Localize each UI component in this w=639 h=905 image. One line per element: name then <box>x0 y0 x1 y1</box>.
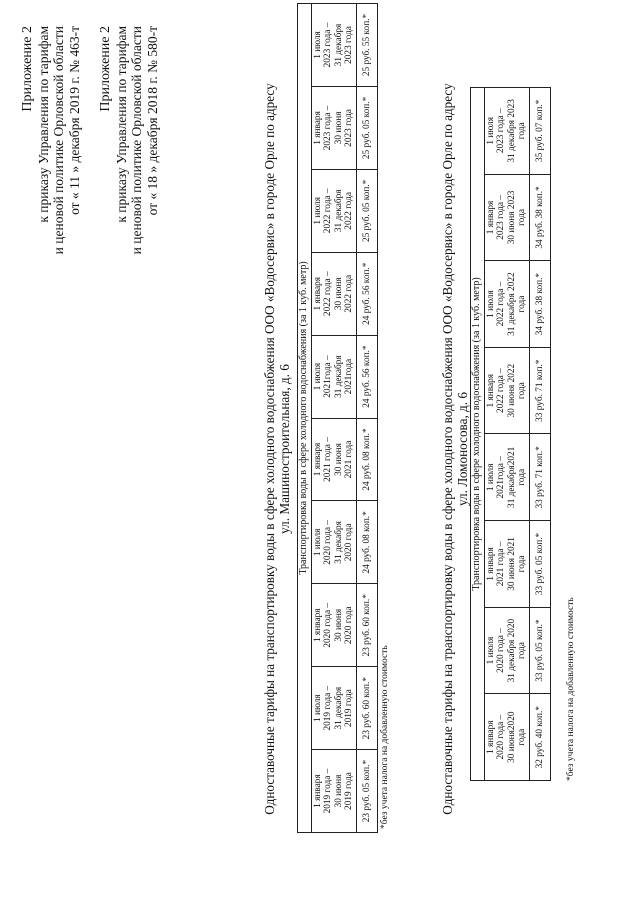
vat-footnote: *без учета налога на добавленную стоимость <box>380 645 390 829</box>
tariff-value: 25 руб. 05 коп.* <box>356 86 377 169</box>
tariff-value: 24 руб. 56 коп.* <box>356 335 377 418</box>
period-cell: 1 января 2021 года – 30 июня 2021 года <box>484 521 529 608</box>
tariff-table-lomonosova <box>470 87 551 781</box>
table-caption: Транспортировка воды в сфере холодного водоснабжения (за 1 куб. метр) <box>298 4 312 833</box>
annex-header-current <box>20 26 82 254</box>
annex-title: Приложение 2 <box>20 26 35 112</box>
period-cell: 1 января 2019 года – 30 июня 2019 года <box>311 750 356 833</box>
period-cell: 1 января 2023 года – 30 июня 2023 года <box>484 174 529 261</box>
annex-title: Приложение 2 <box>98 26 113 112</box>
tariff-value: 25 руб. 05 коп.* <box>356 169 377 252</box>
tariff-value: 24 руб. 08 коп.* <box>356 418 377 501</box>
tariff-value: 24 руб. 08 коп.* <box>356 501 377 584</box>
period-row <box>484 88 529 781</box>
table-2-heading <box>440 19 470 879</box>
period-cell: 1 июля 2023 года – 31 декабря 2023 года <box>484 88 529 175</box>
period-cell: 1 июля 2022 года – 31 декабря 2022 года <box>484 261 529 348</box>
tariff-value: 24 руб. 56 коп.* <box>356 252 377 335</box>
tariff-value: 33 руб. 71 коп.* <box>529 434 550 521</box>
address: ул. Машиностроительная, д. 6 <box>277 364 292 534</box>
period-cell: 1 января 2020 года – 30 июня2020 года <box>484 694 529 781</box>
period-cell: 1 июля 2019 года – 31 декабря 2019 года <box>311 667 356 750</box>
period-cell: 1 июля 2021года – 31 декабря 2021года <box>311 335 356 418</box>
annex-order-date: от « 18 » декабря 2018 г. № 580-т <box>144 26 160 216</box>
table-1-heading <box>262 19 292 879</box>
tariff-value: 34 руб. 38 коп.* <box>529 174 550 261</box>
period-row <box>311 4 356 833</box>
period-cell: 1 июля 2020 года – 31 декабря 2020 года <box>311 501 356 584</box>
tariff-value: 23 руб. 60 коп.* <box>356 584 377 667</box>
period-cell: 1 января 2023 года – 30 июня 2023 года <box>311 86 356 169</box>
tariff-value: 23 руб. 05 коп.* <box>356 750 377 833</box>
period-cell: 1 июля 2021года – 31 декабря2021 года <box>484 434 529 521</box>
period-cell: 1 июля 2020 года – 31 декабря 2020 года <box>484 607 529 694</box>
heading-text: Одноставочные тарифы на транспортировку воды в сфере холодного водоснабжения ООО «Водосервис» в городе Орле по адресу <box>262 83 277 815</box>
tariff-value: 25 руб. 55 коп.* <box>356 4 377 87</box>
tariff-value: 34 руб. 38 коп.* <box>529 261 550 348</box>
period-cell: 1 января 2022 года – 30 июня 2022 года <box>484 347 529 434</box>
annex-line: и ценовой политике Орловской области <box>129 26 144 255</box>
vat-footnote: *без учета налога на добавленную стоимость <box>566 597 576 781</box>
table-caption: Транспортировка воды в сфере холодного водоснабжения (за 1 куб. метр) <box>471 88 485 781</box>
tariff-table-mashinostroitelnaya <box>297 3 378 833</box>
annex-line: к приказу Управления по тарифам <box>113 26 129 223</box>
annex-line: к приказу Управления по тарифам <box>35 26 51 223</box>
period-cell: 1 июля 2022 года – 31 декабря 2022 года <box>311 169 356 252</box>
tariff-value: 23 руб. 60 коп.* <box>356 667 377 750</box>
tariff-value: 33 руб. 71 коп.* <box>529 347 550 434</box>
annex-line: и ценовой политике Орловской области <box>51 26 66 255</box>
period-cell: 1 января 2021 года – 30 июня 2021 года <box>311 418 356 501</box>
tariff-value: 33 руб. 05 коп.* <box>529 521 550 608</box>
heading-text: Одноставочные тарифы на транспортировку воды в сфере холодного водоснабжения ООО «Водосервис» в городе Орле по адресу <box>440 83 455 815</box>
period-cell: 1 января 2020 года – 30 июня 2020 года <box>311 584 356 667</box>
period-cell: 1 июля 2023 года – 31 декабря 2023 года <box>311 4 356 87</box>
annex-header-previous <box>98 26 160 254</box>
tariff-value: 32 руб. 40 коп.* <box>529 694 550 781</box>
tariff-value: 35 руб. 07 коп.* <box>529 88 550 175</box>
tariff-value: 33 руб. 05 коп.* <box>529 607 550 694</box>
annex-order-date: от « 11 » декабря 2019 г. № 463-т <box>66 26 82 215</box>
value-row <box>529 88 550 781</box>
value-row <box>356 4 377 833</box>
period-cell: 1 января 2022 года – 30 июня 2022 года <box>311 252 356 335</box>
address: ул. Ломоносова, д. 6 <box>455 392 470 506</box>
